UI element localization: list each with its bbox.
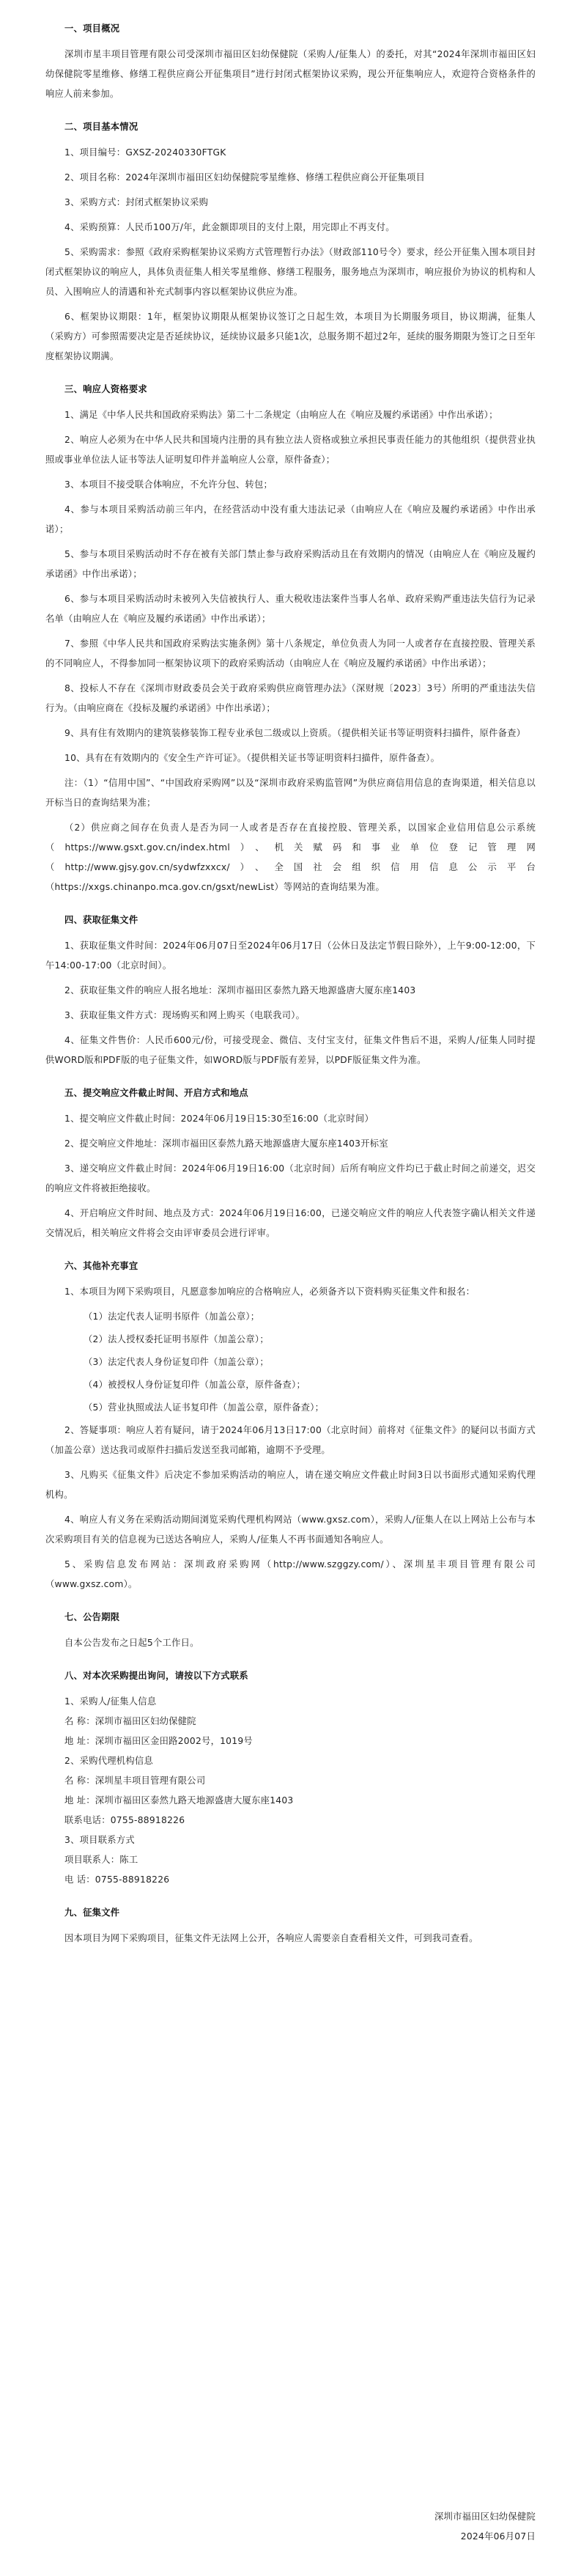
required-doc-item: （5）营业执照或法人证书复印件（加盖公章，原件备查）； [84, 1402, 325, 1413]
basic-info-item: 1、项目编号：GXSZ-20240330FTGK [64, 147, 226, 158]
contact-line: 名 称：深圳市福田区妇幼保健院 [64, 1716, 196, 1726]
qualification-note: （2）供应商之间存在负责人是否为同一人或者是否存在直接控股、管理关系，以国家企业信用信息公示系统（https://www.gsxt.gov.cn/index.html）、机关赋码和事业单位登记管理网（http://www.gjsy.gov.cn/sydwfzxxcx/）、全国社会组织信用信息公示平台（https://xxgs.chinanpo.mca.gov.cn/gsxt/newList）等网站的查询结果为准。 [45, 823, 536, 892]
documents-text: 因本项目为网下采购项目，征集文件无法网上公开，各响应人需要亲自查看相关文件，可到我司查看。 [64, 1933, 478, 1943]
qualification-item: 6、参与本项目采购活动时未被列入失信被执行人、重大税收违法案件当事人名单、政府采购严重违法失信行为记录名单（由响应人在《响应及履约承诺函》中作出承诺）； [45, 594, 536, 624]
qualification-item: 1、满足《中华人民共和国政府采购法》第二十二条规定（由响应人在《响应及履约承诺函》中作出承诺）； [64, 410, 498, 420]
contact-list [45, 1692, 536, 1890]
overview-paragraph: 深圳市星丰项目管理有限公司受深圳市福田区妇幼保健院（采购人/征集人）的委托，对其“2024年深圳市福田区妇幼保健院零星维修、修缮工程供应商公开征集项目”进行封闭式框架协议采购，现公开征集响应人，欢迎符合资格条件的响应人前来参加。 [45, 49, 536, 99]
section-title-overview: 一、项目概况 [64, 23, 120, 34]
qualification-item: 2、响应人必须为在中华人民共和国境内注册的具有独立法人资格或独立承担民事责任能力的其他组织（提供营业执照或事业单位法人证书等法人证明复印件并盖响应人公章，原件备查）； [45, 435, 536, 465]
contact-line: 名 称：深圳星丰项目管理有限公司 [64, 1775, 206, 1786]
basic-info-item: 3、采购方式：封闭式框架协议采购 [64, 197, 209, 207]
other-item: 2、答疑事项：响应人若有疑问，请于2024年06月13日17:00（北京时间）前将对《征集文件》的疑问以书面方式（加盖公章）送达我司或原件扫描后发送至我司邮箱，逾期不予受理。 [45, 1425, 536, 1455]
contact-line: 2、采购代理机构信息 [64, 1756, 153, 1766]
qualification-item: 9、具有住有效期内的建筑装修装饰工程专业承包二级或以上资质。（提供相关证书等证明资料扫描件，原件备查） [64, 728, 526, 738]
section-title-basic-info: 二、项目基本情况 [64, 122, 138, 132]
contact-line: 项目联系人：陈工 [64, 1855, 138, 1865]
submission-item: 1、提交响应文件截止时间：2024年06月19日15:30至16:00（北京时间） [64, 1114, 374, 1124]
qualification-item: 4、参与本项目采购活动前三年内，在经营活动中没有重大违法记录（由响应人在《响应及履约承诺函》中作出承诺）； [45, 504, 536, 534]
signature-date: 2024年06月07日 [460, 2531, 536, 2542]
section-title-other: 六、其他补充事宜 [64, 1261, 138, 1271]
contact-line: 1、采购人/征集人信息 [64, 1696, 157, 1707]
other-intro: 1、本项目为网下采购项目，凡愿意参加响应的合格响应人，必须备齐以下资料购买征集文件和报名： [64, 1287, 475, 1297]
contact-line: 地 址：深圳市福田区泰然九路天地源盛唐大厦东座1403 [64, 1795, 294, 1806]
required-doc-item: （2）法人授权委托证明书原件（加盖公章）； [84, 1334, 269, 1344]
get-documents-item: 3、获取征集文件方式：现场购买和网上购买（电联我司）。 [64, 1010, 306, 1020]
basic-info-item: 5、采购需求：参照《政府采购框架协议采购方式管理暂行办法》（财政部110号令）要求，经公开征集入围本项目封闭式框架协议的响应人，具体负责征集人相关零星维修、修缮工程服务，服务地点为深圳市，响应报价为协议的机构和人员、入围响应人的清遇和补充式制事内容以框架协议供应为准。 [45, 247, 536, 297]
qualification-item: 8、投标人不存在《深圳市财政委员会关于政府采购供应商管理办法》（深财规〔2023〕3号）所明的严重违法失信行为。（由响应商在《投标及履约承诺函》中作出承诺）； [45, 683, 536, 713]
required-doc-item: （3）法定代表人身份证复印件（加盖公章）； [84, 1357, 269, 1367]
section-title-contact: 八、对本次采购提出询问，请按以下方式联系 [64, 1671, 248, 1681]
contact-line: 联系电话：0755-88918226 [64, 1815, 185, 1825]
get-documents-item: 2、获取征集文件的响应人报名地址：深圳市福田区泰然九路天地源盛唐大厦东座1403 [64, 985, 416, 996]
qualification-item: 7、参照《中华人民共和国政府采购法实施条例》第十八条规定，单位负责人为同一人或者存在直接控股、管理关系的不同响应人，不得参加同一框架协议项下的政府采购活动（由响应人在《响应及履约承诺函》中作出承诺）； [45, 639, 536, 669]
contact-line: 电 话：0755-88918226 [64, 1874, 170, 1885]
section-title-submission: 五、提交响应文件截止时间、开启方式和地点 [64, 1088, 248, 1098]
qualification-note: 注：（1）“信用中国”、“中国政府采购网”以及“深圳市政府采购监管网”为供应商信用信息的查询渠道，相关信息以开标当日的查询结果为准； [45, 778, 536, 808]
signature-block [434, 2507, 536, 2547]
get-documents-item: 4、征集文件售价：人民币600元/份，可接受现金、微信、支付宝支付，征集文件售后不退，采购人/征集人同时提供WORD版和PDF版的电子征集文件，如WORD版与PDF版有差异，以PDF版征集文件为准。 [45, 1035, 536, 1065]
basic-info-item: 4、采购预算：人民币100万/年，此金额即项目的支付上限，用完即止不再支付。 [64, 222, 395, 232]
section-title-get-documents: 四、获取征集文件 [64, 915, 138, 925]
other-item: 3、凡购买《征集文件》后决定不参加采购活动的响应人，请在递交响应文件截止时间3日以书面形式通知采购代理机构。 [45, 1470, 536, 1500]
submission-item: 2、提交响应文件地址：深圳市福田区泰然九路天地源盛唐大厦东座1403开标室 [64, 1138, 388, 1149]
get-documents-item: 1、获取征集文件时间：2024年06月07日至2024年06月17日（公休日及法定节假日除外），上午9:00-12:00，下午14:00-17:00（北京时间）。 [45, 941, 536, 971]
qualification-item: 3、本项目不接受联合体响应，不允许分包、转包； [64, 479, 273, 490]
basic-info-item: 6、框架协议期限：1年，框架协议期限从框架协议签订之日起生效，本项目为长期服务项目，协议期满，征集人（采购方）可参照需要决定是否延续协议，延续协议最多只能1次，总服务期不超过2年，延续的服务期限为签订之日至年度框架协议期满。 [45, 312, 536, 361]
other-item: 4、响应人有义务在采购活动期间浏览采购代理机构网站（www.gxsz.com），采购人/征集人在以上网站上公布与本次采购项目有关的信息视为已送达各响应人，采购人/征集人不再书面通知各响应人。 [45, 1515, 536, 1545]
required-doc-item: （4）被授权人身份证复印件（加盖公章，原件备查）； [84, 1380, 306, 1390]
section-title-qualifications: 三、响应人资格要求 [64, 384, 147, 394]
required-doc-item: （1）法定代表人证明书原件（加盖公章）； [84, 1311, 260, 1322]
submission-item: 4、开启响应文件时间、地点及方式：2024年06月19日16:00，已递交响应文件的响应人代表签字确认相关文件递交情况后，相关响应文件将会交由评审委员会进行评审。 [45, 1208, 536, 1238]
qualification-item: 5、参与本项目采购活动时不存在被有关部门禁止参与政府采购活动且在有效期内的情况（由响应人在《响应及履约承诺函》中作出承诺）； [45, 549, 536, 579]
other-item: 5、采购信息发布网站：深圳政府采购网（http://www.szggzy.com/）、深圳星丰项目管理有限公司（www.gxsz.com）。 [45, 1559, 536, 1589]
contact-line: 3、项目联系方式 [64, 1835, 135, 1845]
section-title-notice-period: 七、公告期限 [64, 1612, 120, 1622]
qualification-item: 10、具有在有效期内的《安全生产许可证》。（提供相关证书等证明资料扫描件，原件备查）。 [64, 753, 440, 763]
submission-item: 3、递交响应文件截止时间：2024年06月19日16:00（北京时间）后所有响应文件均已于截止时间之前递交，迟交的响应文件将被拒绝接收。 [45, 1163, 536, 1193]
signature-organization: 深圳市福田区妇幼保健院 [434, 2511, 536, 2522]
notice-period-text: 自本公告发布之日起5个工作日。 [64, 1638, 199, 1648]
section-title-documents: 九、征集文件 [64, 1907, 120, 1918]
contact-line: 地 址：深圳市福田区金田路2002号，1019号 [64, 1736, 253, 1746]
basic-info-item: 2、项目名称：2024年深圳市福田区妇幼保健院零星维修、修缮工程供应商公开征集项目 [64, 172, 426, 183]
